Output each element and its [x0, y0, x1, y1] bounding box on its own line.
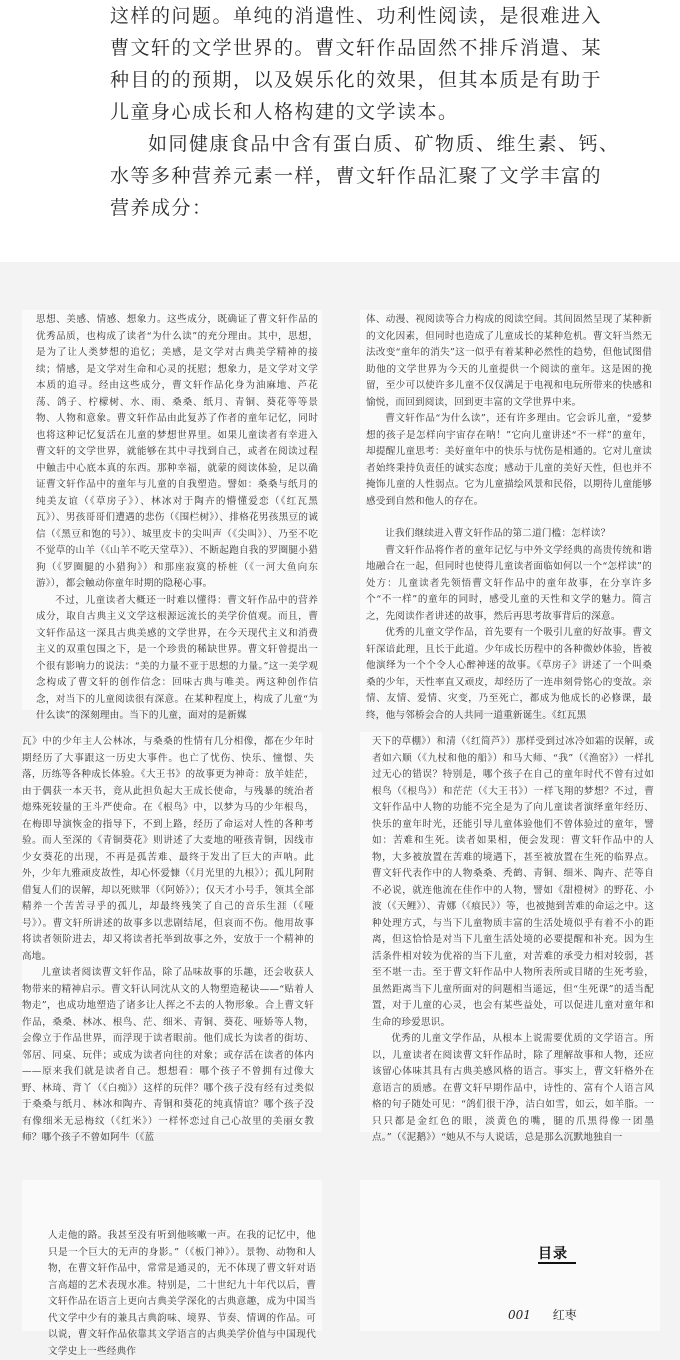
page-thumbnail-4	[360, 732, 660, 1143]
paragraph: 曹文轩作品将作者的童年记忆与中外文学经典的高贵传统和谐地融合在一起，但同时也使得儿童读者面临如何以一个“怎样读”的处方：儿童读者先领悟曹文轩作品中的童年故事，在分享许多个“不一样”的童年的同时，感受儿童的天性和文学的魅力。简言之，先阅读作者讲述的故事，然后再思考故事背后的深意。	[366, 544, 652, 622]
paragraph: 优秀的儿童文学作品，首先要有一个吸引儿童的好故事。曹文轩深谙此理，且长于此道。少年成长历程中的各种微妙体验，皆被他演绎为一个个令人心醉神迷的故事。《草房子》讲述了一个叫桑桑的少年，天性率直又顽皮，却经历了一连串刻骨铭心的变故。亲情、友情、爱情、灾变，乃至死亡，都成为他成长的必修课，最终，他与邻桥会合的人共同一道重新诞生。《红瓦黑	[366, 627, 652, 721]
paragraph: 人走他的路。我甚至没有听到他咳嗽一声。在我的记忆中，他只是一个巨大的无声的身影。”（《板门神》）。景物、动物和人物，在曹文轩作品中，常常是通灵的，无不体现了曹文轩对语言高超的艺术表现水准。特别是，二十世纪九十年代以后，曹文轩作品在语言上更向古典美学深化的古典意趣，成为中国当代文学中少有的兼具古典韵味、境界、节奏、情调的作品。可以说，曹文轩作品依靠其文学语言的古典美学价值与中国现代文学史上一些经典作	[48, 1230, 316, 1357]
paragraph: 如同健康食品中含有蛋白质、矿物质、维生素、钙、水等多种营养元素一样，曹文轩作品汇聚了文学丰富的营养成分：	[110, 133, 620, 219]
paragraph: 体、动漫、视阅读等合力构成的阅读空间。其间固然呈现了某种新的文化因素，但同时也造成了儿童成长的某种危机。曹文轩当然无法改变“童年的消失”这一似乎有着某种必然性的趋势，但他试图借助他的文学世界为今天的儿童提供一个阅读的童年。这是困的挽留，至少可以使许多儿童不仅仅满足于电视和电玩所带来的快感和愉悦，而回到阅读，回到更丰富的文学世界中来。	[366, 314, 652, 408]
paragraph: 不过，儿童读者大概还一时难以懂得：曹文轩作品中的营养成分，取自古典主义文学这根源远流长的美学价值观。而且，曹文轩作品这一深具古典美感的文学世界，在今天现代主义和消费主义的双重包围之下，是一个珍贵的稀缺世界。曹文轩曾提出一个很有影响力的说法：“美的力量不亚于思想的力量。”这一美学观念构成了曹文轩的创作信念：回味古典与唯美。两这种创作信念，对当下的儿童阅读很有深意。在某种程度上，构成了儿童“为什么读”的深刻理由。当下的儿童，面对的是新媒	[36, 594, 318, 721]
page-body-text	[22, 734, 314, 1147]
paragraph: 儿童读者阅读曹文轩作品，除了品味故事的乐趣，还会收获人物带来的精神启示。曹文轩认同沈从文的人物塑造秘诀——“贴着人物走”，也成功地塑造了诸多让人挥之不去的人物形象。合上曹文轩作品，桑桑、林冰、根鸟、茫、细米、青铜、葵花、哑娇等人物，会像立于作品世界，而浮现于读者眼前。他们成长为读者的街坊、邻居、同桌、玩伴；或成为读者向往的对象；或存活在读者的体内——原来我们就是读者自己。想想看：哪个孩子不曾拥有过像大野、林琦、背丫（《白痴》）这样的玩伴？哪个孩子没有经有过类似于桑桑与纸月、林冰和陶卉、青铜和葵花的纯真情谊？哪个孩子没有像细米无忌梅纹（《红米》）一样怀恋过自己心故里的美丽女教师？哪个孩子不曾如阿牛（《蓝	[22, 967, 314, 1143]
page-thumbnail-2	[360, 310, 660, 721]
toc-entry-number: 001	[508, 1308, 531, 1322]
page-body-text	[48, 1228, 316, 1360]
page-body-text	[36, 312, 318, 725]
paragraph: 让我们继续进入曹文轩作品的第二道门槛：怎样读？	[385, 528, 611, 539]
toc-page-thumbnail	[360, 1180, 660, 1331]
paragraph: 曹文轩作品“为什么读”，还有许多理由。它会诉儿童，“爱梦想的孩子是怎样向宇宙存在呐！”它向儿童讲述“不一样”的童年，却提醒儿童思考：美好童年中的快乐与忧伤是相通的。它对儿童读者始终秉持负责任的诚实态度；感动于儿童的美好天性，但也并不掩饰儿童的人性弱点。它为儿童描绘风景和民俗，以期待儿童能够感受到自然和他人的存在。	[366, 413, 652, 507]
paragraph: 思想、美感、情感、想象力。这些成分，既确证了曹文轩作品的优秀品质，也构成了读者“为什么读”的充分理由。其中，思想，是为了让人类梦想的追忆；美感，是文学对古典美学精神的接续；情感，是文学对生命和心灵的抚慰；想象力，是文学对文学本质的追寻。经由这些成分，曹文轩作品化身为油麻地、芦花荡、鸽子、柠檬树、水、雨、桑桑、纸月、青铜、葵花等等景物、人物和意象。曹文轩作品由此复苏了作者的童年记忆，同时也将这种记忆复活在儿童的梦想世界里。如果儿童读者有幸进入曹文轩的文学世界，就能够在其中寻找到自己，或者在阅读过程中触击中心底本真的东西。那种幸福，就蒙的阅读体验，足以确证曹文轩作品中的童年与儿童的自我塑造。譬如：桑桑与纸月的纯美友谊（《草房子》）、林冰对于陶卉的懵懂爱恋（《红瓦黑瓦》）、男孩哥哥们遭遇的悲伤（《围栏树》）、排格花男孩黑豆的诚信（《黑豆和饱的号》）、城里皮卡的尖叫声（《尖叫》）、乃至不吃不觉草的山羊（《山羊不吃天堂草》）、不断起跑自我的罗圈腿小猎狗（《罗圈腿的小猎狗》）和那座寂寞的桥桩（《一河大鱼向东游》），都会触动你童年时期的隐秘心事。	[36, 314, 318, 589]
paragraph: 优秀的儿童文学作品，从根本上说需要优质的文学语言。所以，儿童读者在阅读曹文轩作品时，除了理解故事和人物，还应该留心体味其具有古典美感风格的语言。事实上，曹文轩格外在意语言的质感。在曹文轩早期作品中，诗性的、富有个人语言风格的句子随处可见：“鸽们很干净，洁白如雪，如云，如羊脂。一只只都是金红色的眼，淡黄色的嘴，腿的爪黑得像一团墨点。”（《泥鹅》）“她从不与人说话，总是那么沉默地独自一	[372, 1033, 654, 1143]
paragraph: 这样的问题。单纯的消遣性、功利性阅读，是很难进入曹文轩的文学世界的。曹文轩作品固然不排斥消遣、某种目的的预期，以及娱乐化的效果，但其本质是有助于儿童身心成长和人格构建的文学读本。	[110, 5, 603, 123]
paragraph: 瓦》中的少年主人公林冰，与桑桑的性情有几分相像，都在少年时期经历了大事跟这一历史大事件。也亡了忧伤、快乐、憧憬、失落，历练等各种成长体验。《大王书》的故事更为神奇：放羊娃茫，由于偶获一本天书，竟从此担负起大王成长使命，与残暴的统治者熄殊死较量的王斗严使命。在《根鸟》中，以梦为马的少年根鸟，在梅即导演恢金的指导下，不到上路，经历了命运对人性的各种考验。而人至深的《青铜葵花》则讲述了大麦地的哑孩青铜，因线市少女葵花的出现，不再是孤苦难、最终于发出了巨大的声呐。此外，少年九雅顽皮故性，却心怀爱慷（《月光里的九根》）；孤儿阿附借复人们的误解，却以死赎罪（《阿娇》）；仅天才小号手，领其全部精养一个苦苦寻乎的孤儿，却最终残笑了自己的音乐生涯（《哑号》）。曹文轩所讲述的故事多以悲剧结尾，但哀而不伤。他用故事将读者领阶进去，却又将读者托举到故事之外，安放于一个精神的高地。	[22, 736, 314, 962]
page-thumbnail-3	[22, 732, 322, 1143]
top-page-section	[0, 0, 680, 262]
paragraph: 天下的草棚》）和清（《红简芦》）那样受到过冰冷如霜的误解，或者如六顺（《九杖和他的船》）和马大师、“我”（《渔窑》）一样扎过无心的错误？特别是，哪个孩子在自己的童年时代不曾有过如根鸟（《根鸟》）和茫茫（《大王书》）一样飞翔的梦想？不过，曹文轩作品中人物的功能不完全是为了向儿童读者演绎童年经历、快乐的童年时光，还能引导儿童体验他们不曾体验过的童年，譬如：苦难和生死。读者如果相，便会发现：曹文轩作品中的人物，大多被放置在苦难的境遇下，甚至被放置在生死的临界点。曹文轩代表作中的人物桑桑、秃鹤、青铜、细米、陶卉、茫等自不必说，就连他流在佳作中的人物，譬如《甜橙树》的野花、小波（《天鲤》）、青娜（《痕民》）等，也被抛到苦难的命运之中。这种处理方式，与当下儿童物质丰富的生活处境似乎有着不小的距离，但这恰恰是对当下儿童生活处境的必要提醒和补充。因为生活条件相对较为优裕的当下儿童，对苦难的承受力相对较弱，甚至不堪一击。至于曹文轩作品中人物所表所或目睹的生死考验，虽然距离当下儿童所面对的问题相当遥远，但“生死课”的适当配置，对于儿童的心灵，也会有某些益处，可以促进儿童对童年和生命的珍爱思识。	[372, 736, 654, 1028]
top-body-text	[110, 0, 620, 224]
toc-title: 目录	[538, 1246, 568, 1262]
page-body-text	[372, 734, 654, 1147]
toc-entry[interactable]	[508, 1306, 577, 1323]
toc-entry-title: 红枣	[552, 1308, 577, 1322]
page-thumbnail-5	[22, 1180, 322, 1357]
paragraph	[366, 510, 652, 526]
page-thumbnail-1	[22, 310, 322, 721]
page-body-text	[366, 312, 652, 724]
toc-title-underline	[538, 1262, 576, 1264]
